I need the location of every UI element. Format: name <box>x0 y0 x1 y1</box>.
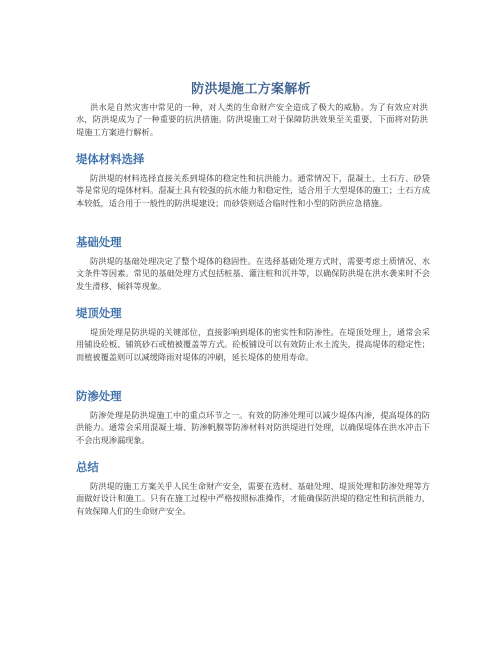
section-heading-material: 堤体材料选择 <box>76 152 145 166</box>
section-body-crest: 堤顶处理是防洪堤的关键部位，直接影响到堤体的密实性和防渗性。在堤顶处理上，通常会采用铺设砼板、铺筑砂石或植被覆盖等方式。砼板铺设可以有效防止水土流失，提高堤体的稳定性；而植被覆盖则可以减缓降雨对堤体的冲刷，延长堤体的使用寿命。 <box>76 327 430 362</box>
section-heading-foundation: 基础处理 <box>76 235 122 249</box>
section-heading-seepage: 防渗处理 <box>76 389 122 403</box>
section-heading-crest: 堤顶处理 <box>76 306 122 320</box>
section-body-foundation: 防洪堤的基础处理决定了整个堤体的稳固性。在选择基础处理方式时，需要考虑土质情况、水文条件等因素。常见的基础处理方式包括桩基、灌注桩和沉井等，以确保防洪堤在洪水袭来时不会发生滑移、倾斜等现象。 <box>76 256 430 291</box>
section-heading-summary: 总结 <box>76 460 99 474</box>
document-title: 防洪堤施工方案解析 <box>191 82 311 97</box>
section-body-seepage: 防渗处理是防洪堤施工中的重点环节之一。有效的防渗处理可以减少堤体内渗，提高堤体的防洪能力。通常会采用混凝土墙、防渗帆膜等防渗材料对防洪堤进行处理，以确保堤体在洪水冲击下不会出现渗漏现象。 <box>76 410 430 445</box>
section-body-summary: 防洪堤的施工方案关乎人民生命财产安全，需要在选材、基础处理、堤顶处理和防渗处理等方面做好设计和施工。只有在施工过程中严格按照标准操作，才能确保防洪堤的稳定性和抗洪能力，有效保障人们的生命财产安全。 <box>76 481 430 516</box>
intro-paragraph: 洪水是自然灾害中常见的一种，对人类的生命财产安全造成了极大的威胁。为了有效应对洪水，防洪堤成为了一种重要的抗洪措施。防洪堤施工对于保障防洪效果至关重要，下面将对防洪堤施工方案进行解析。 <box>76 102 428 137</box>
section-body-material: 防洪堤的材料选择直接关系到堤体的稳定性和抗洪能力。通常情况下，混凝土、土石方、砂袋等是常见的堤体材料。混凝土具有较强的抗水能力和稳定性，适合用于大型堤体的施工；土石方成本较低，适合用于一般性的防洪堤建设；而砂袋则适合临时性和小型的防洪应急措施。 <box>76 173 430 208</box>
